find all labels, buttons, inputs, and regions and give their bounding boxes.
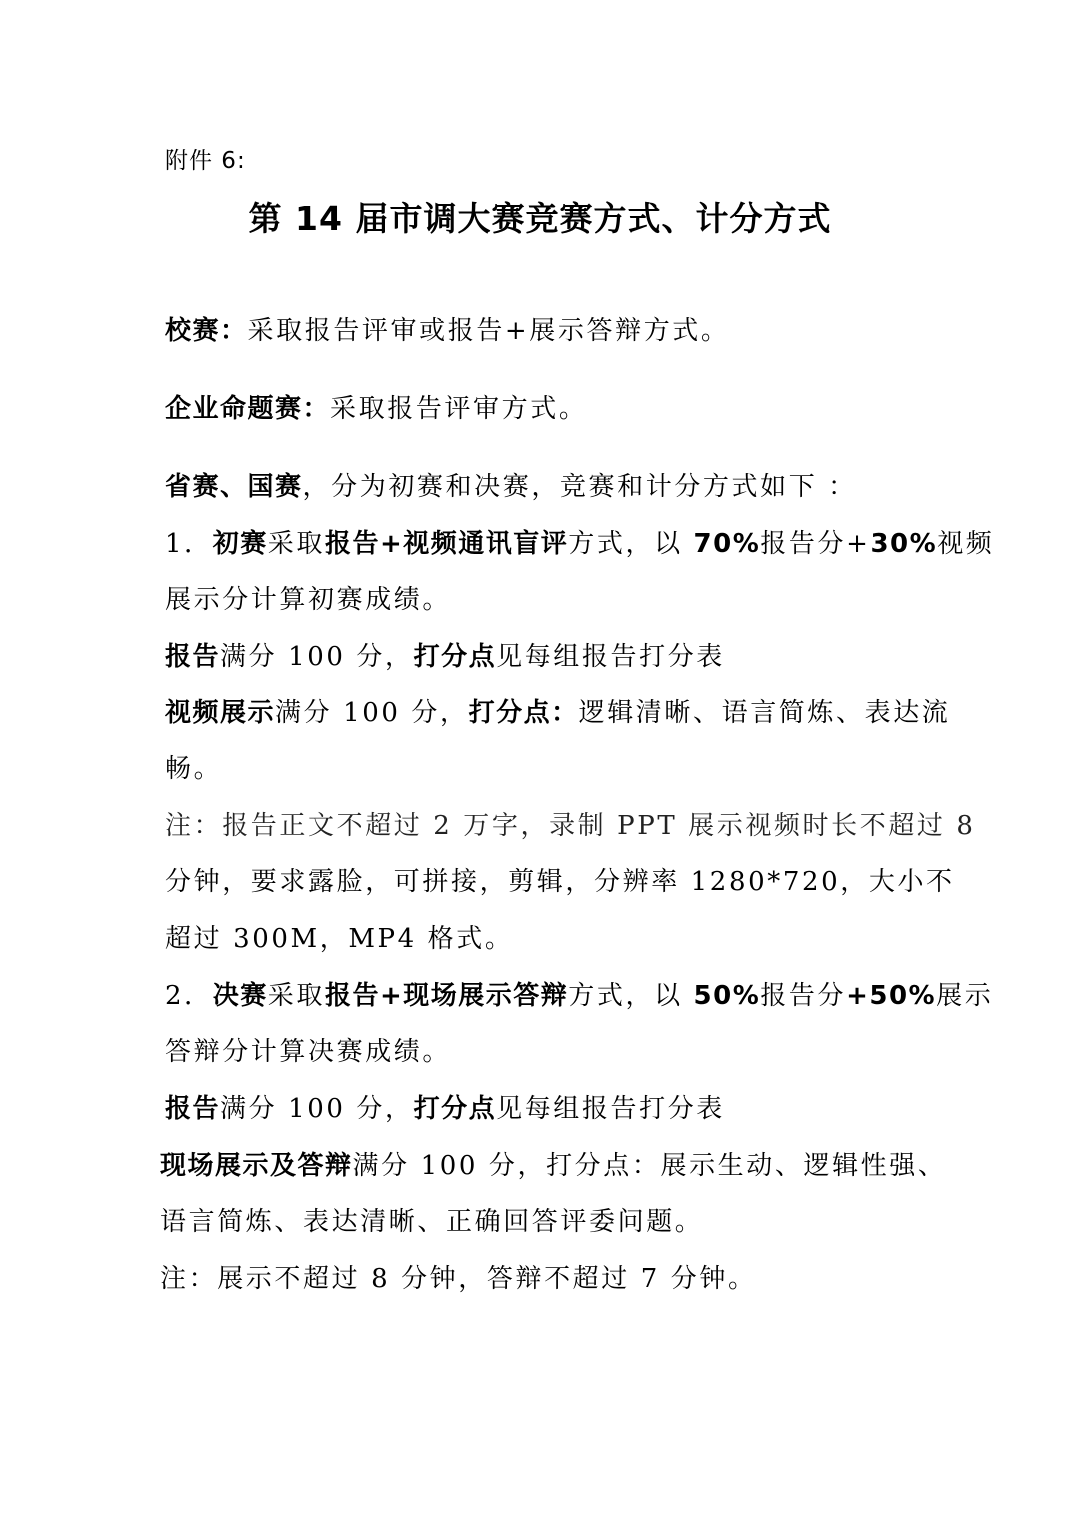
preliminary-video-item bbox=[165, 693, 950, 733]
preliminary-stage: 初赛 bbox=[212, 529, 268, 559]
enterprise-text: 采取报告评审方式。 bbox=[330, 394, 588, 424]
school-label: 校赛： bbox=[165, 316, 248, 346]
preliminary-video-item-cont: 畅。 bbox=[165, 754, 223, 784]
school-competition-line bbox=[165, 311, 730, 351]
final-method: 报告+现场展示答辩 bbox=[324, 981, 569, 1011]
final-stage: 决赛 bbox=[212, 981, 268, 1011]
preliminary-adopt: 采取 bbox=[267, 529, 325, 559]
enterprise-label: 企业命题赛： bbox=[165, 394, 331, 424]
final-mode: 方式，以 bbox=[568, 981, 694, 1011]
preliminary-line-1 bbox=[165, 524, 994, 564]
preliminary-video-full: 满分 100 分， bbox=[275, 698, 469, 728]
final-report-score: 报告分 bbox=[760, 981, 847, 1011]
final-report-label: 报告 bbox=[165, 1094, 221, 1124]
final-live-item bbox=[160, 1146, 946, 1186]
preliminary-report-points-label: 打分点 bbox=[413, 642, 497, 672]
preliminary-method: 报告+视频通讯盲评 bbox=[324, 529, 569, 559]
final-live-label: 现场展示及答辩 bbox=[160, 1151, 353, 1181]
preliminary-report-percent: 70% bbox=[693, 529, 761, 559]
final-number: 2． bbox=[165, 981, 213, 1011]
final-adopt: 采取 bbox=[267, 981, 325, 1011]
preliminary-video-points-label: 打分点： bbox=[468, 698, 579, 728]
final-line-2: 答辩分计算决赛成绩。 bbox=[165, 1037, 452, 1067]
final-report-points-label: 打分点 bbox=[413, 1094, 497, 1124]
school-text: 采取报告评审或报告+展示答辩方式。 bbox=[247, 316, 730, 346]
preliminary-video-points-text: 逻辑清晰、语言简炼、表达流 bbox=[578, 698, 951, 728]
preliminary-line-2: 展示分计算初赛成绩。 bbox=[165, 585, 452, 615]
final-report-points-text: 见每组报告打分表 bbox=[496, 1094, 725, 1124]
preliminary-report-score: 报告分+ bbox=[760, 529, 871, 559]
final-line-1 bbox=[165, 976, 993, 1016]
preliminary-number: 1． bbox=[165, 529, 213, 559]
preliminary-note-line-2: 分钟，要求露脸，可拼接，剪辑，分辨率 1280*720，大小不 bbox=[165, 867, 955, 897]
preliminary-report-full: 满分 100 分， bbox=[220, 642, 414, 672]
provincial-competition-line bbox=[165, 467, 857, 507]
preliminary-note-line-3: 超过 300M，MP4 格式。 bbox=[165, 924, 514, 954]
final-report-full: 满分 100 分， bbox=[220, 1094, 414, 1124]
final-report-item bbox=[165, 1089, 725, 1129]
final-live-text: 满分 100 分，打分点：展示生动、逻辑性强、 bbox=[352, 1151, 947, 1181]
final-report-percent: 50% bbox=[693, 981, 761, 1011]
preliminary-report-label: 报告 bbox=[165, 642, 221, 672]
final-show-word: 展示 bbox=[936, 981, 994, 1011]
document-title: 第 14 届市调大赛竞赛方式、计分方式 bbox=[248, 199, 832, 238]
preliminary-video-percent: 30% bbox=[870, 529, 938, 559]
provincial-text: ，分为初赛和决赛，竞赛和计分方式如下 ： bbox=[302, 472, 857, 502]
preliminary-mode: 方式，以 bbox=[568, 529, 694, 559]
preliminary-report-item bbox=[165, 637, 725, 677]
preliminary-video-label: 视频展示 bbox=[165, 698, 276, 728]
preliminary-report-points-text: 见每组报告打分表 bbox=[496, 642, 725, 672]
provincial-label: 省赛、国赛 bbox=[165, 472, 303, 502]
final-live-item-cont: 语言简炼、表达清晰、正确回答评委问题。 bbox=[160, 1207, 704, 1237]
enterprise-competition-line bbox=[165, 389, 587, 429]
final-note: 注：展示不超过 8 分钟，答辩不超过 7 分钟。 bbox=[160, 1264, 757, 1294]
attachment-label: 附件 6: bbox=[165, 148, 246, 174]
preliminary-video-word: 视频 bbox=[937, 529, 995, 559]
preliminary-note-line-1: 注：报告正文不超过 2 万字，录制 PPT 展示视频时长不超过 8 bbox=[165, 811, 976, 841]
final-plus-percent: +50% bbox=[846, 981, 937, 1011]
